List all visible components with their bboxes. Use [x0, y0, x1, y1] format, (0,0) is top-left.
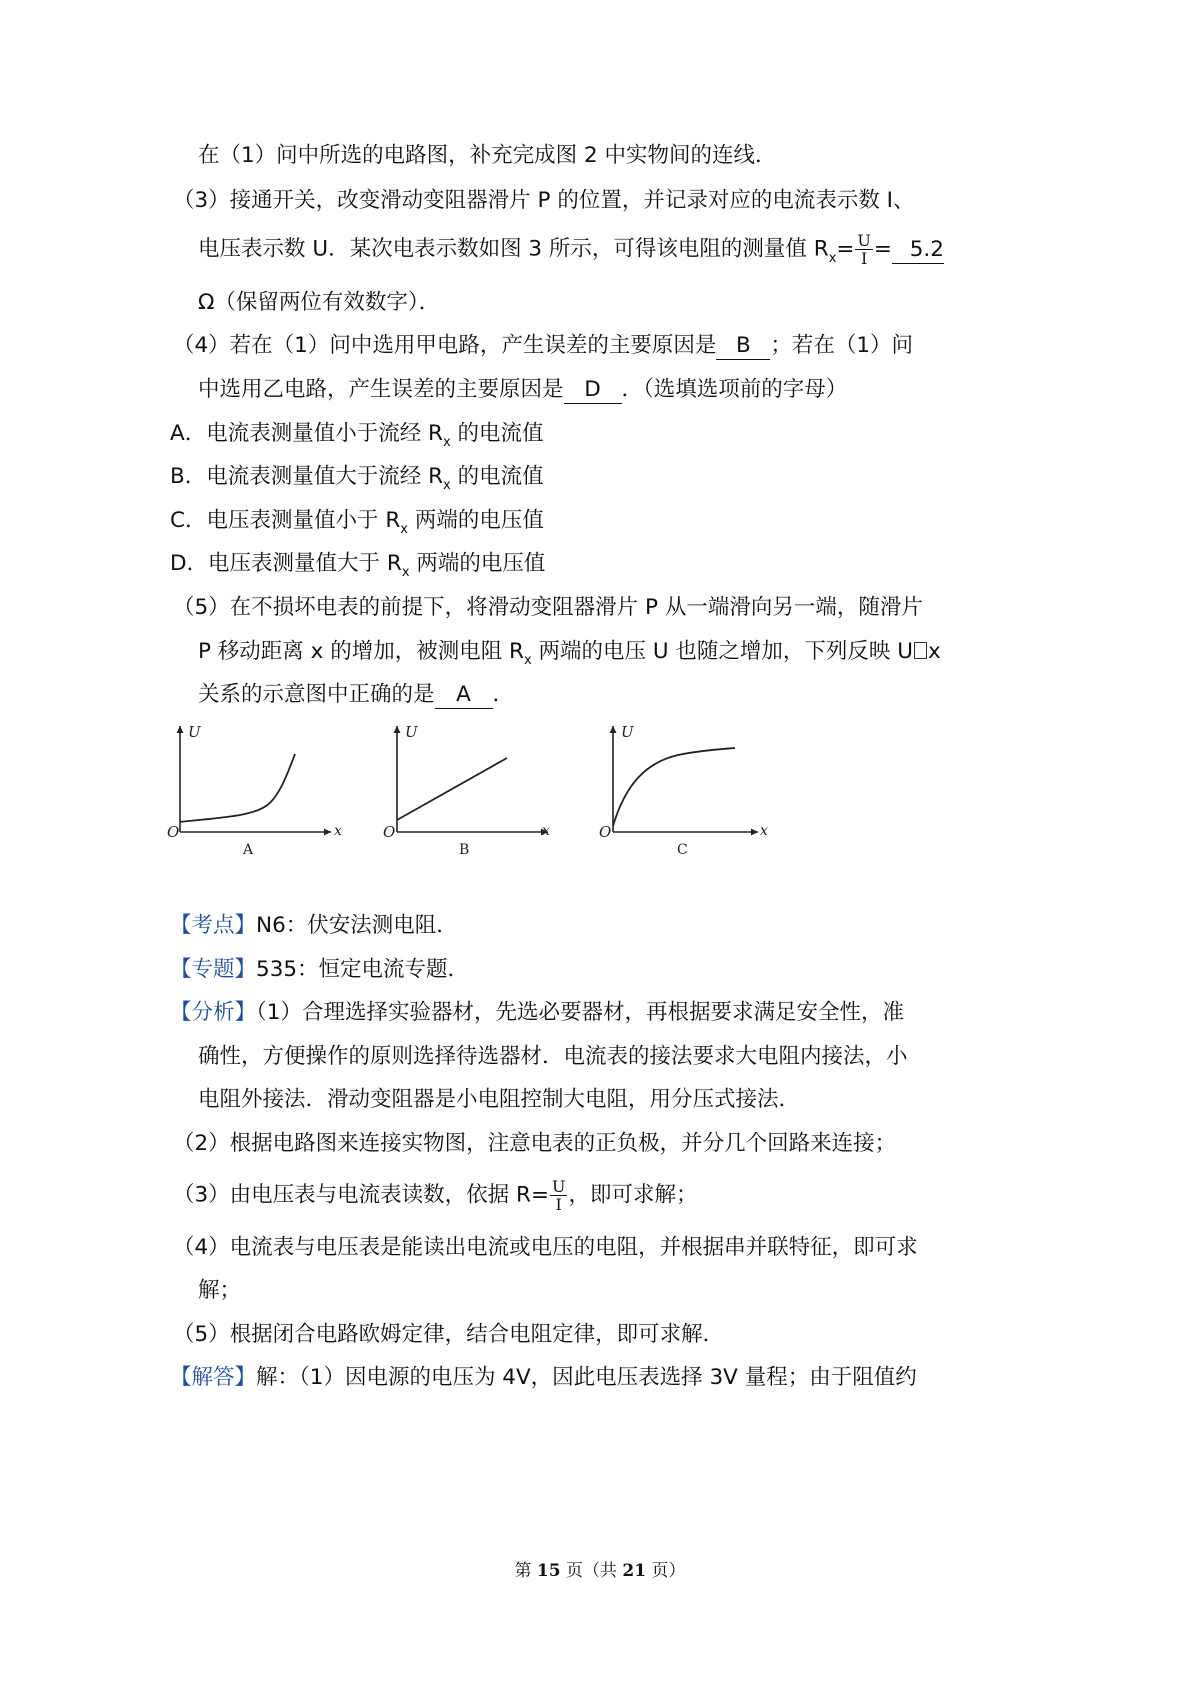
option-text: D．电压表测量值大于 R: [170, 551, 402, 576]
question-4-line-1: [173, 331, 913, 361]
option-text-end: 两端的电压值: [408, 508, 544, 533]
intro-line: 在（1）问中所选的电路图，补充完成图 2 中实物间的连线．: [198, 143, 777, 168]
origin-label: O: [383, 823, 396, 841]
jieda-text: 解：（1）因电源的电压为 4V，因此电压表选择 3V 量程；由于阻值约: [256, 1365, 917, 1390]
graph-c: [598, 722, 778, 862]
x-axis-label: x: [542, 823, 550, 839]
fenxi-line-7: 解；: [198, 1278, 242, 1303]
graph-b-line: [397, 758, 507, 820]
fenxi-line-4: （2）根据电路图来连接实物图，注意电表的正负极，并分几个回路来连接；: [173, 1131, 897, 1156]
origin-label: O: [167, 823, 180, 841]
fenxi-tag: 【分析】: [170, 1000, 257, 1025]
answer-blank-graph: A: [435, 682, 493, 709]
kaodian-tag: 【考点】: [170, 913, 257, 938]
footer-text: 第: [514, 1561, 537, 1581]
total-pages: 21: [622, 1561, 647, 1581]
jieda-line: [170, 1363, 917, 1393]
question-3-line-1: （3）接通开关，改变滑动变阻器滑片 P 的位置，并记录对应的电流表示数 I、: [173, 188, 915, 213]
subscript-x: x: [400, 522, 408, 537]
option-d: [170, 549, 545, 582]
page-footer: [0, 1559, 1200, 1583]
option-c: [170, 506, 544, 539]
fenxi-text: （1）合理选择实验器材，先选必要器材，再根据要求满足安全性，准: [256, 1000, 904, 1025]
graph-caption: A: [243, 842, 254, 858]
subscript-x: x: [401, 565, 410, 580]
option-text: A．电流表测量值小于流经 R: [170, 421, 443, 446]
jieda-tag: 【解答】: [170, 1365, 257, 1390]
graph-c-curve: [613, 748, 735, 826]
x-axis-label: x: [334, 823, 342, 839]
fenxi-line-2: 确性，方便操作的原则选择待选器材．电流表的接法要求大电阻内接法，小: [198, 1044, 908, 1069]
y-axis-label: U: [188, 723, 201, 741]
fenxi-line-1: [170, 998, 904, 1028]
fenxi-text-5b: ，即可求解；: [568, 1182, 698, 1208]
y-axis-label: U: [405, 723, 418, 741]
zhuanti-line: [170, 955, 469, 985]
graph-caption: B: [459, 842, 470, 858]
subscript-x: x: [523, 653, 532, 668]
x-axis-label: x: [760, 823, 768, 839]
equals-sign-2: =: [873, 236, 892, 262]
option-text: C．电压表测量值小于 R: [170, 508, 401, 533]
option-text: B．电流表测量值大于流经 R: [170, 464, 444, 489]
subscript-x: x: [828, 250, 837, 266]
footer-text-3: 页）: [646, 1561, 686, 1581]
fenxi-line-5: [173, 1178, 697, 1213]
fenxi-line-8: （5）根据闭合电路欧姆定律，结合电阻定律，即可求解．: [173, 1322, 725, 1347]
fraction-numerator: U: [857, 231, 871, 250]
subscript-x: x: [442, 435, 451, 450]
missing-glyph-icon: [914, 642, 927, 659]
subscript-x: x: [443, 478, 451, 493]
question-5-text-5: ．: [492, 682, 515, 707]
question-3-line-3: Ω（保留两位有效数字）．: [198, 290, 441, 315]
question-3-text: 电压表示数 U．某次电表示数如图 3 所示，可得该电阻的测量值 R: [198, 236, 829, 262]
fraction-numerator: U: [551, 1177, 566, 1196]
kaodian-line: [170, 911, 458, 941]
question-5-line-2: [198, 637, 941, 670]
answer-blank-2: D: [564, 377, 622, 404]
y-axis-arrow-icon: [610, 726, 617, 733]
option-a: [170, 419, 544, 452]
question-3-line-2: [198, 232, 944, 268]
page-number: 15: [536, 1561, 561, 1581]
fraction-u-over-i: [550, 1178, 567, 1213]
question-4-text-3: 中选用乙电路，产生误差的主要原因是: [198, 377, 564, 402]
graph-a-curve: [180, 754, 295, 822]
fraction-denominator: I: [861, 249, 868, 268]
fenxi-line-3: 电阻外接法．滑动变阻器是小电阻控制大电阻，用分压式接法．: [198, 1087, 801, 1112]
graph-a-svg: [166, 722, 346, 862]
y-axis-arrow-icon: [394, 726, 401, 733]
question-5-line-1: （5）在不损坏电表的前提下，将滑动变阻器滑片 P 从一端滑向另一端，随滑片: [173, 595, 923, 620]
question-5-text: P 移动距离 x 的增加，被测电阻 R: [198, 639, 524, 664]
fraction-u-over-i: [855, 232, 872, 267]
question-5-text-3: x: [927, 639, 941, 664]
footer-text-2: 页（共: [560, 1561, 623, 1581]
fenxi-text-5: （3）由电压表与电流表读数，依据 R=: [173, 1182, 549, 1208]
fenxi-line-6: （4）电流表与电压表是能读出电流或电压的电阻，并根据串并联特征，即可求: [173, 1235, 918, 1260]
answer-blank-1: B: [716, 333, 770, 360]
option-text-end: 两端的电压值: [409, 551, 546, 576]
question-4-text-2: ；若在（1）问: [770, 333, 914, 358]
question-5-text-4: 关系的示意图中正确的是: [198, 682, 435, 707]
x-axis-arrow-icon: [751, 829, 758, 836]
option-text-end: 的电流值: [450, 421, 544, 446]
question-4-text-4: ．（选填选项前的字母）: [621, 377, 848, 402]
zhuanti-tag: 【专题】: [170, 957, 257, 982]
x-axis-arrow-icon: [324, 829, 331, 836]
graph-c-svg: [598, 722, 778, 862]
option-text-end: 的电流值: [450, 464, 544, 489]
graph-a: [166, 722, 346, 862]
equals-sign: =: [836, 236, 855, 262]
question-5-line-3: [198, 680, 514, 710]
y-axis-arrow-icon: [177, 726, 184, 733]
y-axis-label: U: [621, 723, 634, 741]
kaodian-text: N6：伏安法测电阻．: [256, 913, 458, 938]
graph-b: [382, 722, 562, 862]
question-4-text: （4）若在（1）问中选用甲电路，产生误差的主要原因是: [173, 333, 717, 358]
answer-blank-resistance: 5.2: [892, 237, 944, 264]
question-5-text-2: 两端的电压 U 也随之增加，下列反映 U: [531, 639, 913, 664]
zhuanti-text: 535：恒定电流专题．: [256, 957, 470, 982]
origin-label: O: [599, 823, 612, 841]
option-b: [170, 462, 544, 495]
graph-b-svg: [382, 722, 562, 862]
graph-caption: C: [677, 842, 688, 858]
fraction-denominator: I: [555, 1195, 562, 1214]
question-4-line-2: [198, 375, 847, 405]
